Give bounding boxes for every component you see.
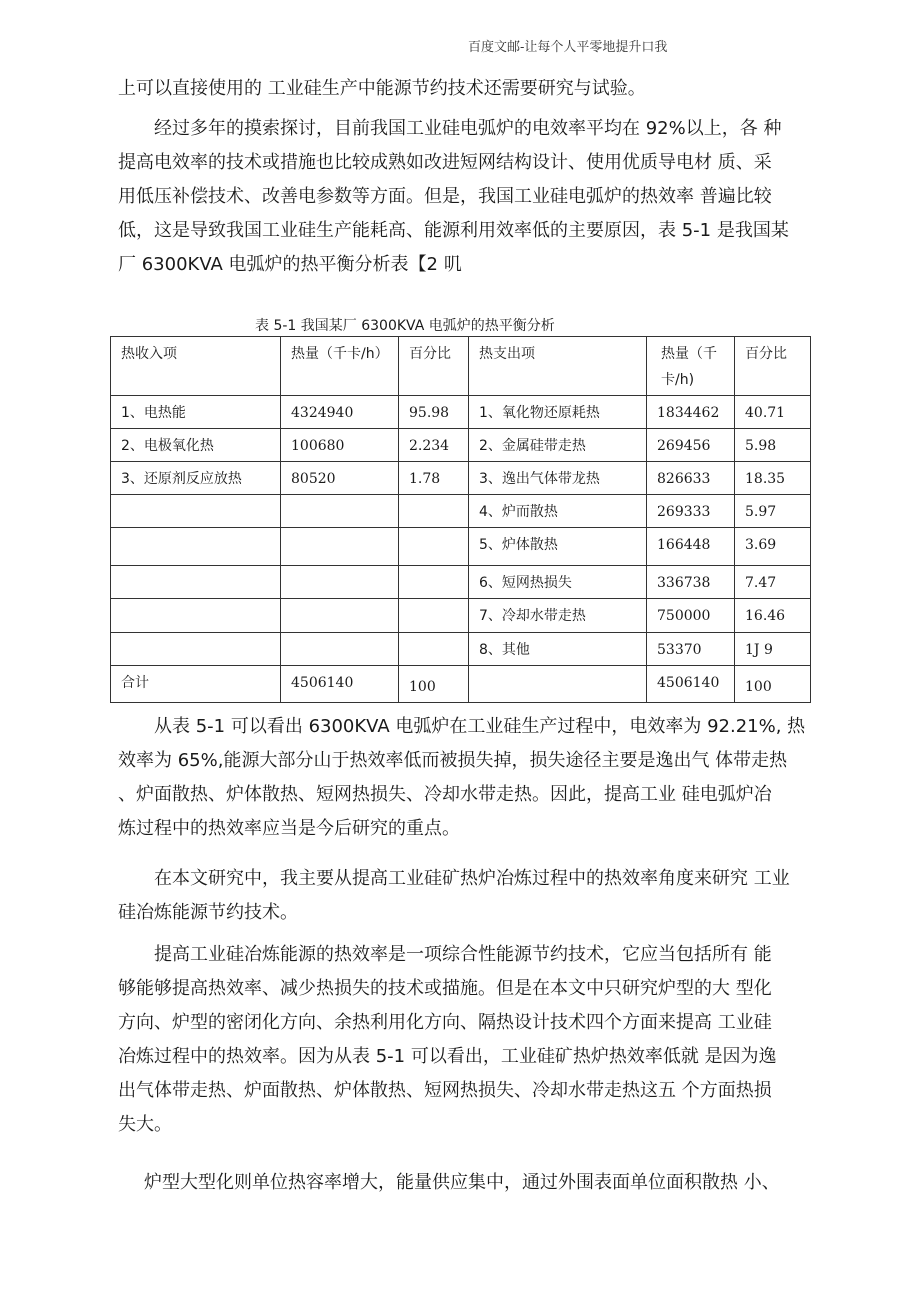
table-cell: [399, 599, 469, 633]
header-cell: 热支出项: [469, 337, 647, 396]
text-line: 出气体带走热、炉面散热、炉体散热、短网热损失、冷却水带走热这五 个方面热损: [118, 1080, 772, 1101]
table-cell: 4、炉而散热: [469, 495, 647, 528]
header-cell: 百分比: [399, 337, 469, 396]
text-line: 提高工业硅冶炼能源的热效率是一项综合性能源节约技术，它应当包括所有 能: [154, 944, 772, 965]
page-header: 百度文邮-让每个人平零地提升口我: [468, 40, 668, 55]
table-cell: [399, 495, 469, 528]
text-line: 用低压补偿技术、改善电参数等方面。但是，我国工业硅电弧炉的热效率 普遍比较: [118, 186, 772, 207]
table-cell: [469, 666, 647, 703]
table-cell: [111, 566, 281, 599]
table-cell: [281, 528, 399, 566]
text-line: 炼过程中的热效率应当是今后研究的重点。: [118, 818, 460, 839]
table-row: [111, 462, 811, 495]
table-cell: 7.47: [735, 566, 811, 599]
table-cell: [399, 566, 469, 599]
text-line: 效率为 65%,能源大部分山于热效率低而被损失掉，损失途径主要是逸出气 体带走热: [118, 750, 788, 771]
table-cell: 4506140: [647, 666, 735, 703]
table-cell: 336738: [647, 566, 735, 599]
table-cell: 269333: [647, 495, 735, 528]
table-cell: 18.35: [735, 462, 811, 495]
text-line: 从表 5-1 可以看出 6300KVA 电弧炉在工业硅生产过程中，电效率为 92.21%, 热: [154, 716, 806, 737]
table-cell: 269456: [647, 429, 735, 462]
table-cell: 100: [399, 666, 469, 703]
table-row: [111, 495, 811, 528]
text-line: 在本文研究中，我主要从提高工业硅矿热炉冶炼过程中的热效率角度来研究 工业: [154, 868, 790, 889]
table-row: [111, 429, 811, 462]
table-cell: [111, 599, 281, 633]
table-cell: [281, 599, 399, 633]
table-cell: 5、炉体散热: [469, 528, 647, 566]
paragraph-continued: [118, 72, 808, 106]
table-cell: 1、氧化物还原耗热: [469, 396, 647, 429]
table-cell: 8、其他: [469, 633, 647, 666]
table-caption: 表 5-1 我国某厂 6300KVA 电弧炉的热平衡分析: [255, 318, 555, 334]
paragraph-efficiency: [118, 112, 808, 282]
table-cell: 4506140: [281, 666, 399, 703]
header-cell: 热收入项: [111, 337, 281, 396]
table-cell: 80520: [281, 462, 399, 495]
table-row: [111, 599, 811, 633]
text-line: 够能够提高热效率、减少热损失的技术或描施。但是在本文中只研究炉型的大 型化: [118, 978, 772, 999]
table-cell: 166448: [647, 528, 735, 566]
text-line: 、炉面散热、炉体散热、短网热损失、冷却水带走热。因此，提高工业 硅电弧炉冶: [118, 784, 772, 805]
table-row: [111, 566, 811, 599]
table-cell: [281, 495, 399, 528]
table-cell: 3.69: [735, 528, 811, 566]
table-cell: 53370: [647, 633, 735, 666]
header-cell: 热量（千卡/h）: [281, 337, 399, 396]
text-line: 厂 6300KVA 电弧炉的热平衡分析表【2 叽: [118, 254, 462, 275]
table-row: [111, 528, 811, 566]
table-cell: 5.98: [735, 429, 811, 462]
paragraph-analysis: [118, 710, 808, 846]
table-cell: 5.97: [735, 495, 811, 528]
table-cell: 7、冷却水带走热: [469, 599, 647, 633]
text-line: 上可以直接使用的 工业硅生产中能源节约技术还需要研究与试验。: [118, 78, 646, 99]
table-cell: 2、电极氧化热: [111, 429, 281, 462]
text-line: 方向、炉型的密闭化方向、余热利用化方向、隔热设计技术四个方面来提高 工业硅: [118, 1012, 772, 1033]
table-cell: [281, 566, 399, 599]
table-cell: 3、还原剂反应放热: [111, 462, 281, 495]
table-total-row: [111, 666, 811, 703]
text-line: 硅冶炼能源节约技术。: [118, 902, 298, 923]
table-cell: 合计: [111, 666, 281, 703]
table-cell: 100: [735, 666, 811, 703]
table-cell: [281, 633, 399, 666]
table-cell: 1.78: [399, 462, 469, 495]
table-cell: [111, 495, 281, 528]
table-cell: 4324940: [281, 396, 399, 429]
paragraph-methods: [118, 938, 808, 1142]
table-cell: 100680: [281, 429, 399, 462]
table-row: [111, 396, 811, 429]
header-cell: 热量（千卡/h): [647, 337, 735, 396]
heat-balance-table: [110, 336, 811, 703]
text-line: 经过多年的摸索探讨，目前我国工业硅电弧炉的电效率平均在 92%以上，各 种: [154, 118, 782, 139]
table-row: [111, 633, 811, 666]
text-line: 提高电效率的技术或措施也比较成熟如改进短网结构设计、使用优质导电材 质、采: [118, 152, 772, 173]
paragraph-scope: [118, 862, 808, 930]
table-cell: [111, 633, 281, 666]
table-cell: [399, 633, 469, 666]
table-cell: [399, 528, 469, 566]
table-cell: 826633: [647, 462, 735, 495]
table-cell: 3、逸出气体带龙热: [469, 462, 647, 495]
header-cell: 百分比: [735, 337, 811, 396]
table-cell: 750000: [647, 599, 735, 633]
paragraph-furnace-size: [118, 1166, 808, 1200]
text-line: 炉型大型化则单位热容率增大，能量供应集中，通过外围表面单位面积散热 小、: [144, 1172, 780, 1193]
table-cell: 2.234: [399, 429, 469, 462]
table-cell: 2、金属硅带走热: [469, 429, 647, 462]
table-cell: 95.98: [399, 396, 469, 429]
text-line: 低，这是导致我国工业硅生产能耗高、能源利用效率低的主要原因，表 5-1 是我国某: [118, 220, 789, 241]
table-cell: [111, 528, 281, 566]
table-cell: 6、短网热损失: [469, 566, 647, 599]
text-line: 失大。: [118, 1114, 172, 1135]
table-cell: 1J 9: [735, 633, 811, 666]
table-cell: 1、电热能: [111, 396, 281, 429]
table-header-row: [111, 337, 811, 396]
table-cell: 16.46: [735, 599, 811, 633]
text-line: 冶炼过程中的热效率。因为从表 5-1 可以看出，工业硅矿热炉热效率低就 是因为逸: [118, 1046, 777, 1067]
table-cell: 1834462: [647, 396, 735, 429]
table-cell: 40.71: [735, 396, 811, 429]
